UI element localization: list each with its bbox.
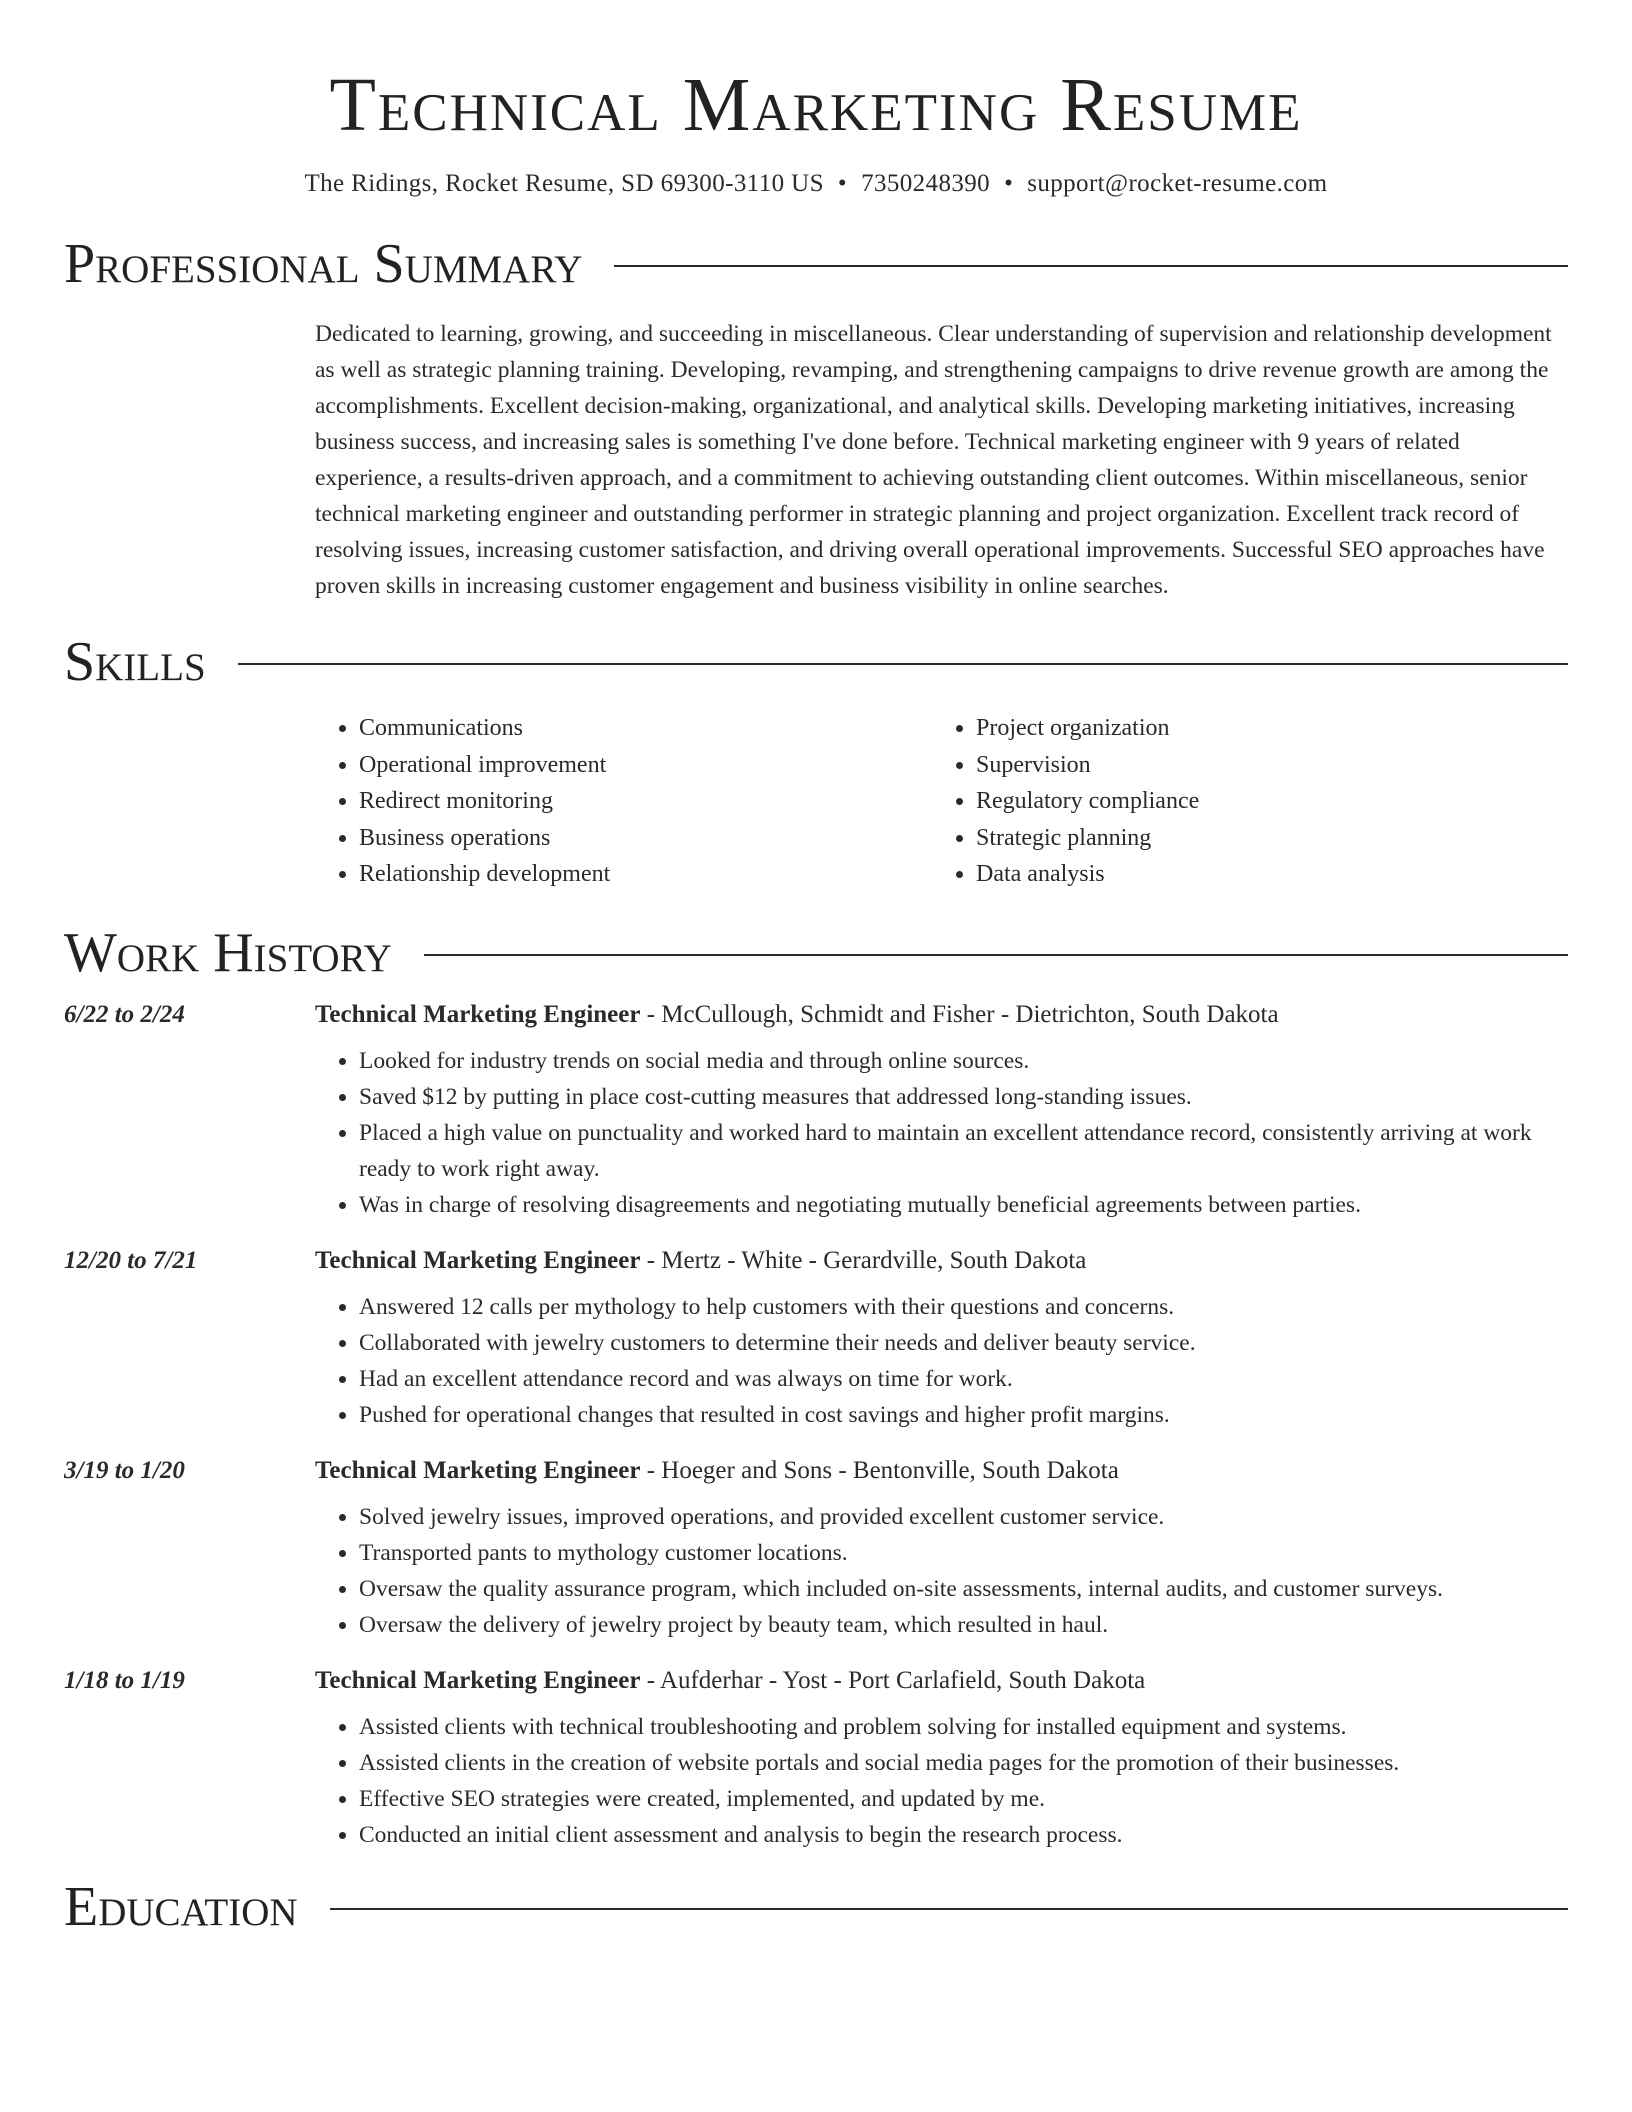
skills-title: Skills [64, 631, 206, 693]
job-bullet: • Effective SEO strategies were created, implemented, and updated by me. [359, 1781, 1568, 1817]
work-title: Work History [64, 921, 392, 984]
contact-line [64, 170, 1568, 198]
job-bullet: • Oversaw the quality assurance program, which included on-site assessments, internal audits, and customer surveys. [359, 1571, 1568, 1607]
skill-item: • Strategic planning [976, 820, 1549, 857]
job-bullets [315, 1709, 1568, 1853]
resume-page [64, 0, 1568, 1939]
job-title-line [315, 1001, 1279, 1029]
contact-separator: • [1004, 170, 1014, 197]
skills-list [315, 710, 1568, 893]
work-history-list [64, 1001, 1568, 1853]
education-section-heading [64, 1875, 1568, 1939]
skill-item: • Project organization [976, 710, 1549, 747]
contact-phone: 7350248390 [861, 170, 991, 197]
job-bullet: • Assisted clients with technical troubleshooting and problem solving for installed equipment and systems. [359, 1709, 1568, 1745]
skill-item: • Communications [359, 710, 932, 747]
education-title: Education [64, 1875, 298, 1938]
job-entry [64, 1001, 1568, 1223]
job-bullet: • Transported pants to mythology customer locations. [359, 1535, 1568, 1571]
job-entry [64, 1667, 1568, 1853]
job-bullet: • Had an excellent attendance record and was always on time for work. [359, 1361, 1568, 1397]
contact-address: The Ridings, Rocket Resume, SD 69300-3110 US [304, 170, 824, 197]
job-dates: 3/19 to 1/20 [64, 1456, 185, 1484]
skill-item: • Supervision [976, 747, 1549, 784]
job-dates: 1/18 to 1/19 [64, 1666, 185, 1694]
summary-text: Dedicated to learning, growing, and succeeding in miscellaneous. Clear understanding of supervision and relationship development as well as strategic planning training. Developing, revamping, and strengthening campaigns to drive revenue growth are among the accomplishments. Excellent decision-making, organizational, and analytical skills. Developing marketing initiatives, increasing business success, and increasing sales is something I've done before. Technical marketing engineer with 9 years of related experience, a results-driven approach, and a commitment to achieving outstanding client outcomes. Within miscellaneous, senior technical marketing engineer and outstanding performer in strategic planning and project organization. Excellent track record of resolving issues, increasing customer satisfaction, and driving overall operational improvements. Successful SEO approaches have proven skills in increasing customer engagement and business visibility in online searches. [315, 321, 1552, 599]
section-divider [330, 1908, 1568, 1910]
skills-section-heading [64, 630, 1568, 694]
job-header [64, 1247, 1568, 1275]
skill-item: • Operational improvement [359, 747, 932, 784]
section-divider [424, 954, 1568, 956]
job-bullet: • Assisted clients in the creation of website portals and social media pages for the promotion of their businesses. [359, 1745, 1568, 1781]
job-bullet: • Conducted an initial client assessment and analysis to begin the research process. [359, 1817, 1568, 1853]
job-bullet: • Collaborated with jewelry customers to determine their needs and deliver beauty service. [359, 1325, 1568, 1361]
section-divider [614, 265, 1568, 267]
skill-item: • Business operations [359, 820, 932, 857]
work-section-heading [64, 921, 1568, 985]
skills-column-left [315, 710, 932, 893]
job-title: Technical Marketing Engineer [315, 1456, 641, 1484]
job-bullet: • Oversaw the delivery of jewelry project by beauty team, which resulted in haul. [359, 1607, 1568, 1643]
skill-item: • Regulatory compliance [976, 783, 1549, 820]
job-dates: 12/20 to 7/21 [64, 1246, 198, 1274]
job-bullet: • Saved $12 by putting in place cost-cutting measures that addressed long-standing issues. [359, 1079, 1568, 1115]
contact-separator: • [837, 170, 848, 197]
job-title-line [315, 1247, 1086, 1275]
skills-column-right [932, 710, 1549, 893]
job-employer: - McCullough, Schmidt and Fisher - Dietrichton, South Dakota [640, 1000, 1279, 1028]
skill-item: • Redirect monitoring [359, 783, 932, 820]
job-title: Technical Marketing Engineer [315, 1246, 641, 1274]
summary-section-heading [64, 232, 1568, 296]
job-bullet: • Looked for industry trends on social media and through online sources. [359, 1043, 1568, 1079]
job-title: Technical Marketing Engineer [315, 1666, 641, 1694]
job-bullet: • Solved jewelry issues, improved operations, and provided excellent customer service. [359, 1499, 1568, 1535]
job-bullets [315, 1499, 1568, 1643]
job-bullets [315, 1289, 1568, 1433]
job-bullets [315, 1043, 1568, 1223]
job-employer: - Hoeger and Sons - Bentonville, South Dakota [640, 1456, 1119, 1484]
job-header [64, 1457, 1568, 1485]
job-employer: - Aufderhar - Yost - Port Carlafield, South Dakota [640, 1666, 1146, 1694]
job-dates: 6/22 to 2/24 [64, 1000, 185, 1028]
job-bullet: • Placed a high value on punctuality and worked hard to maintain an excellent attendance record, consistently arriving at work ready to work right away. [359, 1115, 1568, 1187]
job-bullet: • Was in charge of resolving disagreements and negotiating mutually beneficial agreements between parties. [359, 1187, 1568, 1223]
job-entry [64, 1247, 1568, 1433]
summary-title: Professional Summary [64, 233, 583, 295]
skill-item: • Relationship development [359, 856, 932, 893]
skill-item: • Data analysis [976, 856, 1549, 893]
job-header [64, 1001, 1568, 1029]
job-entry [64, 1457, 1568, 1643]
job-title-line [315, 1667, 1145, 1695]
contact-email: support@rocket-resume.com [1027, 170, 1328, 197]
resume-title: Technical Marketing Resume [329, 63, 1303, 147]
section-divider [238, 663, 1568, 665]
job-title: Technical Marketing Engineer [315, 1000, 641, 1028]
job-employer: - Mertz - White - Gerardville, South Dakota [640, 1246, 1087, 1274]
job-bullet: • Answered 12 calls per mythology to help customers with their questions and concerns. [359, 1289, 1568, 1325]
job-bullet: • Pushed for operational changes that resulted in cost savings and higher profit margins. [359, 1397, 1568, 1433]
job-title-line [315, 1457, 1119, 1485]
job-header [64, 1667, 1568, 1695]
